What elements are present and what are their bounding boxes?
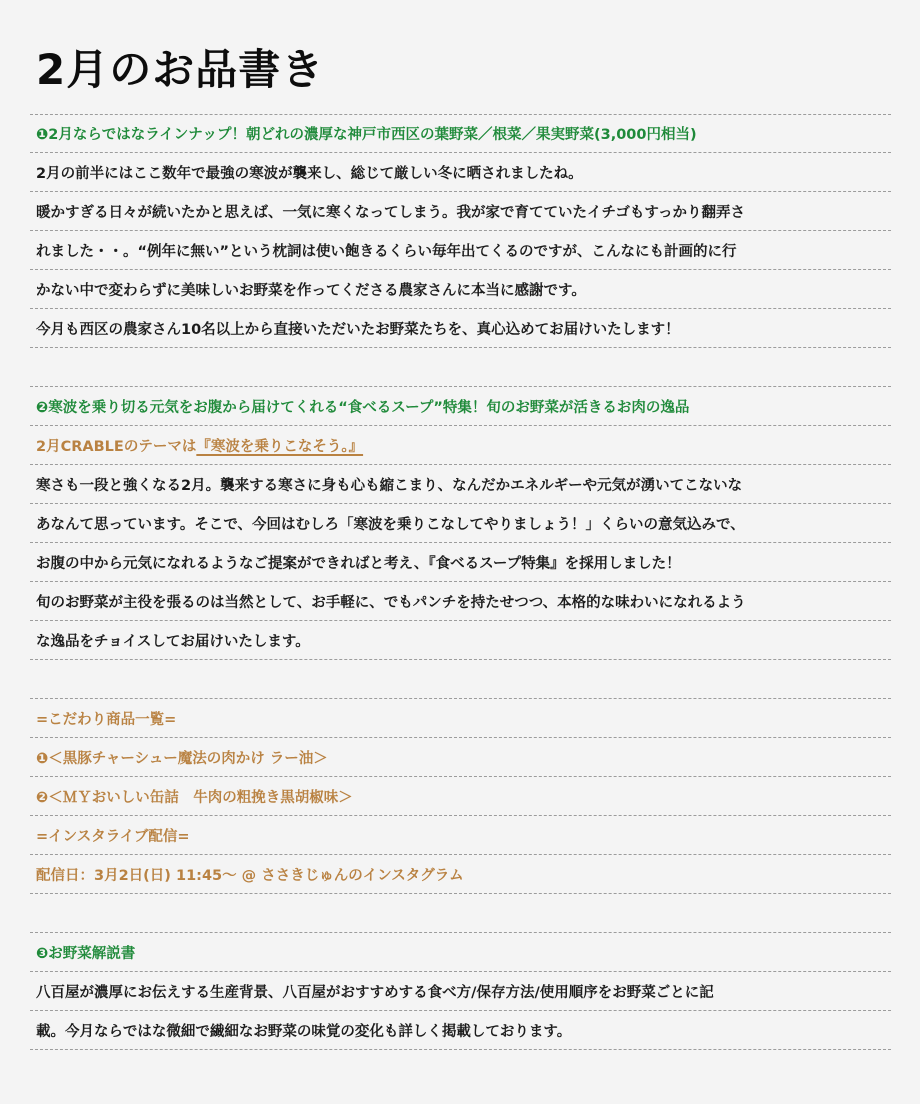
section1-line: かない中で変わらずに美味しいお野菜を作ってくださる農家さんに本当に感謝です。	[30, 270, 891, 309]
section1-heading: ❶2月ならではなラインナップ！朝どれの濃厚な神戸市西区の葉野菜／根菜／果実野菜(3,000円相当)	[30, 114, 891, 153]
page-title: 2月のお品書き	[36, 45, 325, 94]
live-heading: =インスタライブ配信=	[30, 816, 891, 855]
section2-line: 旬のお野菜が主役を張るのは当然として、お手軽に、でもパンチを持たせつつ、本格的な味わいになれるよう	[30, 582, 891, 621]
blank-line	[30, 348, 891, 387]
section3-line: 載。今月ならではな微細で繊細なお野菜の味覚の変化も詳しく掲載しております。	[30, 1011, 891, 1050]
blank-line	[30, 660, 891, 699]
section3-line: 八百屋が濃厚にお伝えする生産背景、八百屋がおすすめする食べ方/保存方法/使用順序をお野菜ごとに記	[30, 972, 891, 1011]
section1-line: 今月も西区の農家さん10名以上から直接いただいたお野菜たちを、真心込めてお届けいたします！	[30, 309, 891, 348]
section2-line: 寒さも一段と強くなる2月。襲来する寒さに身も心も縮こまり、なんだかエネルギーや元気が湧いてこないな	[30, 465, 891, 504]
section2-line: な逸品をチョイスしてお届けいたします。	[30, 621, 891, 660]
blank-line	[30, 894, 891, 933]
section1-line: 暖かすぎる日々が続いたかと思えば、一気に寒くなってしまう。我が家で育てていたイチゴもすっかり翻弄さ	[30, 192, 891, 231]
section2-line: あなんて思っています。そこで、今回はむしろ「寒波を乗りこなしてやりましょう！」くらいの意気込みで、	[30, 504, 891, 543]
section2-heading: ❷寒波を乗り切る元気をお腹から届けてくれる“食べるスープ”特集！旬のお野菜が活きるお肉の逸品	[30, 387, 891, 426]
theme-emphasis: 『寒波を乗りこなそう。』	[196, 438, 364, 455]
section1-line: 2月の前半にはここ数年で最強の寒波が襲来し、総じて厳しい冬に晒されましたね。	[30, 153, 891, 192]
section1-line: れました・・。“例年に無い”という枕詞は使い飽きるくらい毎年出てくるのですが、こんなにも計画的に行	[30, 231, 891, 270]
product-item: ❶＜黒豚チャーシュー魔法の肉かけ ラー油＞	[30, 738, 891, 777]
product-item: ❷＜ＭＹおいしい缶詰 牛肉の粗挽き黒胡椒味＞	[30, 777, 891, 816]
content-lines	[30, 114, 891, 1050]
section2-line: お腹の中から元気になれるようなご提案ができればと考え、『食べるスープ特集』を採用しました！	[30, 543, 891, 582]
theme-line	[30, 426, 891, 465]
live-date: 配信日：3月2日(日) 11:45〜 @ ささきじゅんのインスタグラム	[30, 855, 891, 894]
products-heading: =こだわり商品一覧=	[30, 699, 891, 738]
theme-prefix: 2月CRABLEのテーマは	[36, 438, 197, 455]
section3-heading: ❸お野菜解説書	[30, 933, 891, 972]
